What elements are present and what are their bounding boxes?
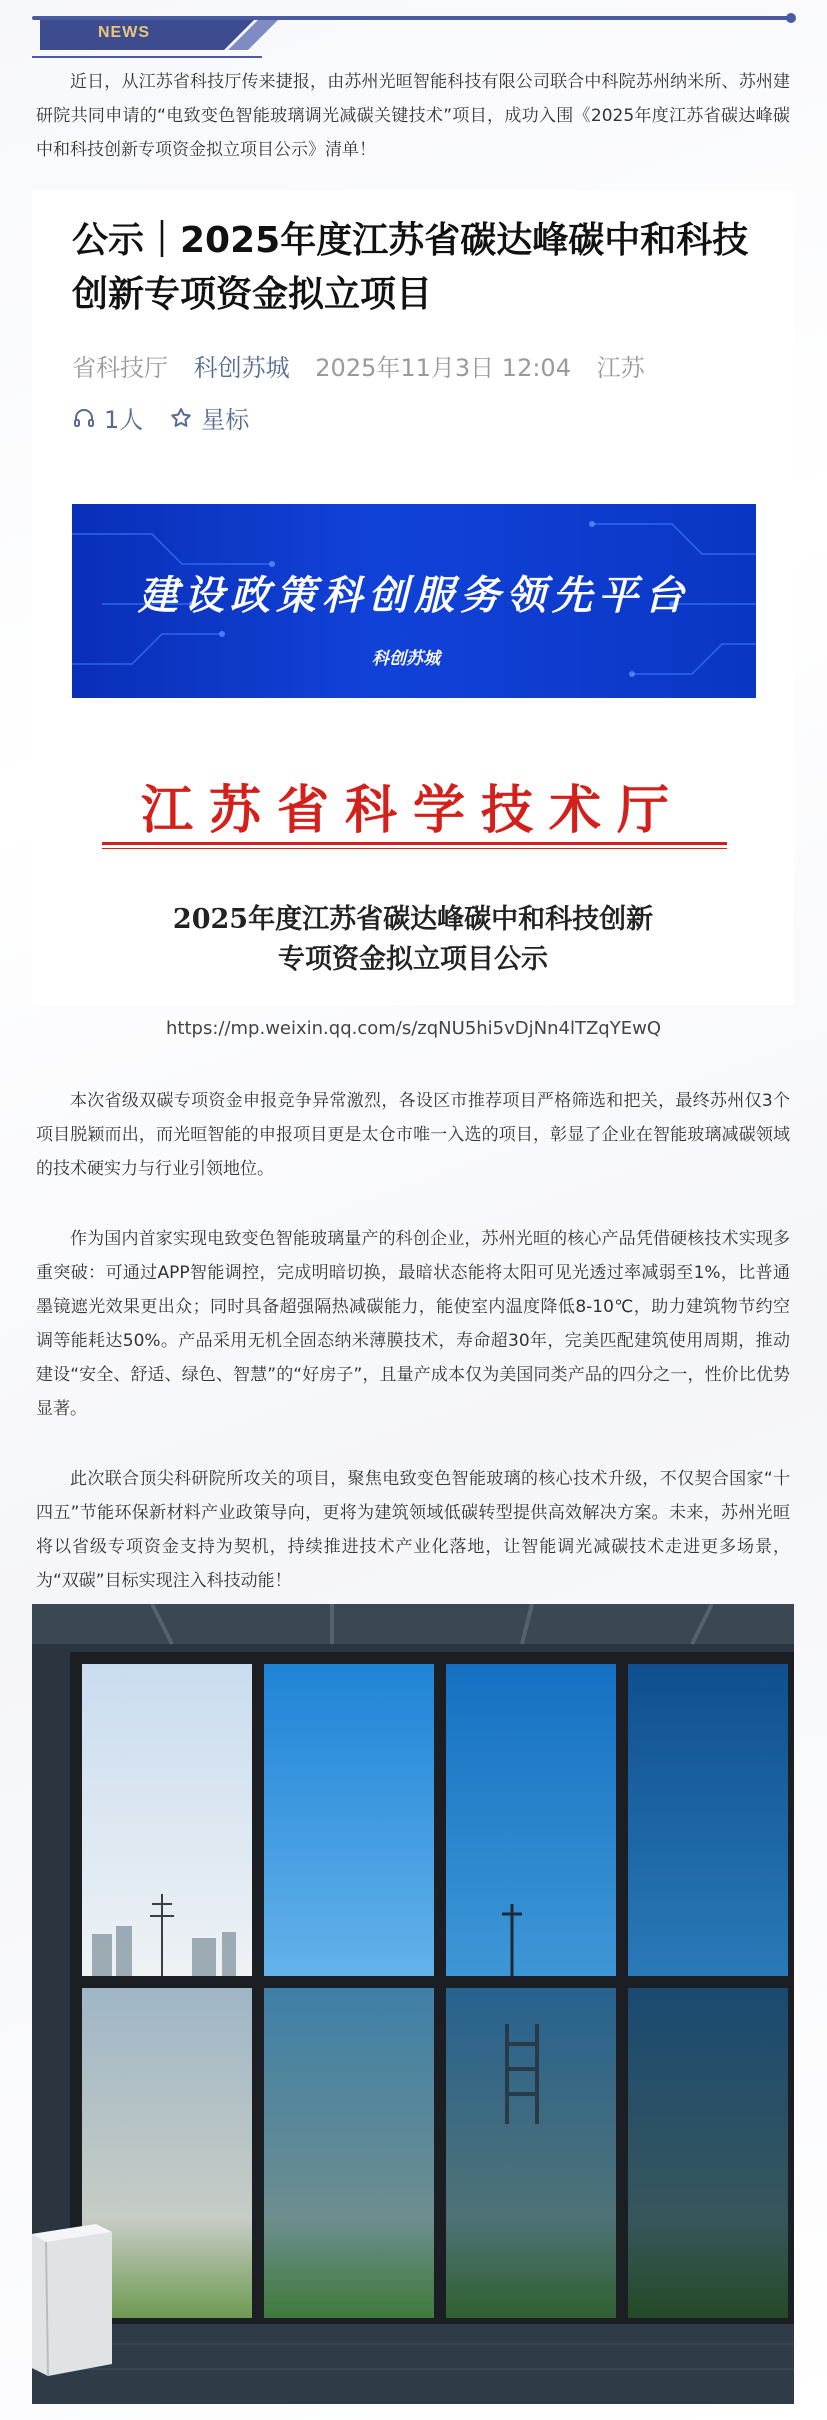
banner-brand: 科创苏城 <box>372 649 440 669</box>
embedded-article-meta <box>72 348 663 383</box>
star-button[interactable] <box>169 400 249 435</box>
meta-author: 省科技厅 <box>72 354 168 382</box>
agency-rule-thin <box>102 848 727 849</box>
agency-rule-thick <box>102 842 727 845</box>
meta-account-link[interactable]: 科创苏城 <box>193 354 290 382</box>
smart-glass-window-illustration <box>32 1604 794 2404</box>
news-header <box>32 14 794 60</box>
paragraph-competition: 本次省级双碳专项资金申报竞争异常激烈，各设区市推荐项目严格筛选和把关，最终苏州仅3个项目脱颖而出，而光晅智能的申报项目更是太仓市唯一入选的项目，彰显了企业在智能玻璃减碳领域的技术硬实力与行业引领地位。 <box>36 1091 790 1179</box>
header-rule <box>32 16 794 20</box>
meta-region: 江苏 <box>596 354 645 382</box>
intro-paragraph: 近日，从江苏省科技厅传来捷报，由苏州光晅智能科技有限公司联合中科院苏州纳米所、苏州建研院共同申请的“电致变色智能玻璃调光减碳关键技术”项目，成功入围《2025年度江苏省碳达峰碳中和科技创新专项资金拟立项目公示》清单！ <box>36 72 790 160</box>
header-rule-dot <box>786 13 796 23</box>
embedded-article-actions <box>72 400 249 435</box>
listen-button[interactable] <box>72 400 143 435</box>
news-label: NEWS <box>98 24 150 41</box>
notice-title-line1: 2025年度江苏省碳达峰碳中和科技创新 <box>172 904 654 935</box>
star-label: 星标 <box>201 406 250 434</box>
headphones-icon <box>72 406 96 430</box>
embedded-article-title: 公示｜2025年度江苏省碳达峰碳中和科技创新专项资金拟立项目 <box>72 220 749 315</box>
paragraph-product: 作为国内首家实现电致变色智能玻璃量产的科创企业，苏州光晅的核心产品凭借硬核技术实现多重突破：可通过APP智能调控，完成明暗切换，最暗状态能将太阳可见光透过率减弱至1%，比普通墨镜遮光效果更出众；同时具备超强隔热减碳能力，能使室内温度降低8-10℃，助力建筑物节约空调等能耗达50%。产品采用无机全固态纳米薄膜技术，寿命超30年，完美匹配建筑使用周期，推动建设“安全、舒适、绿色、智慧”的“好房子”，且量产成本仅为美国同类产品的四分之一，性价比优势显著。 <box>36 1229 790 1419</box>
platform-banner <box>72 504 756 698</box>
embedded-article-screenshot <box>32 190 794 1005</box>
notice-title-line2: 专项资金拟立项目公示 <box>278 944 548 975</box>
paragraph-outlook: 此次联合顶尖科研院所攻关的项目，聚焦电致变色智能玻璃的核心技术升级，不仅契合国家“十四五”节能环保新材料产业政策导向，更将为建筑领域低碳转型提供高效解决方案。未来，苏州光晅将以省级专项资金支持为契机，持续推进技术产业化落地，让智能调光减碳技术走进更多场景，为“双碳”目标实现注入科技动能！ <box>36 1469 790 1591</box>
smart-glass-photo <box>32 1604 794 2404</box>
agency-name: 江苏省科学技术厅 <box>140 780 685 841</box>
article-url[interactable]: https://mp.weixin.qq.com/s/zqNU5hi5vDjNn4lTZqYEwQ <box>166 1018 661 1039</box>
notice-title <box>32 900 794 980</box>
star-icon <box>169 406 193 430</box>
listen-count: 1人 <box>104 406 144 434</box>
meta-date: 2025年11月3日 12:04 <box>315 354 571 382</box>
news-underline <box>32 56 262 58</box>
banner-slogan: 建设政策科创服务领先平台 <box>138 572 690 619</box>
